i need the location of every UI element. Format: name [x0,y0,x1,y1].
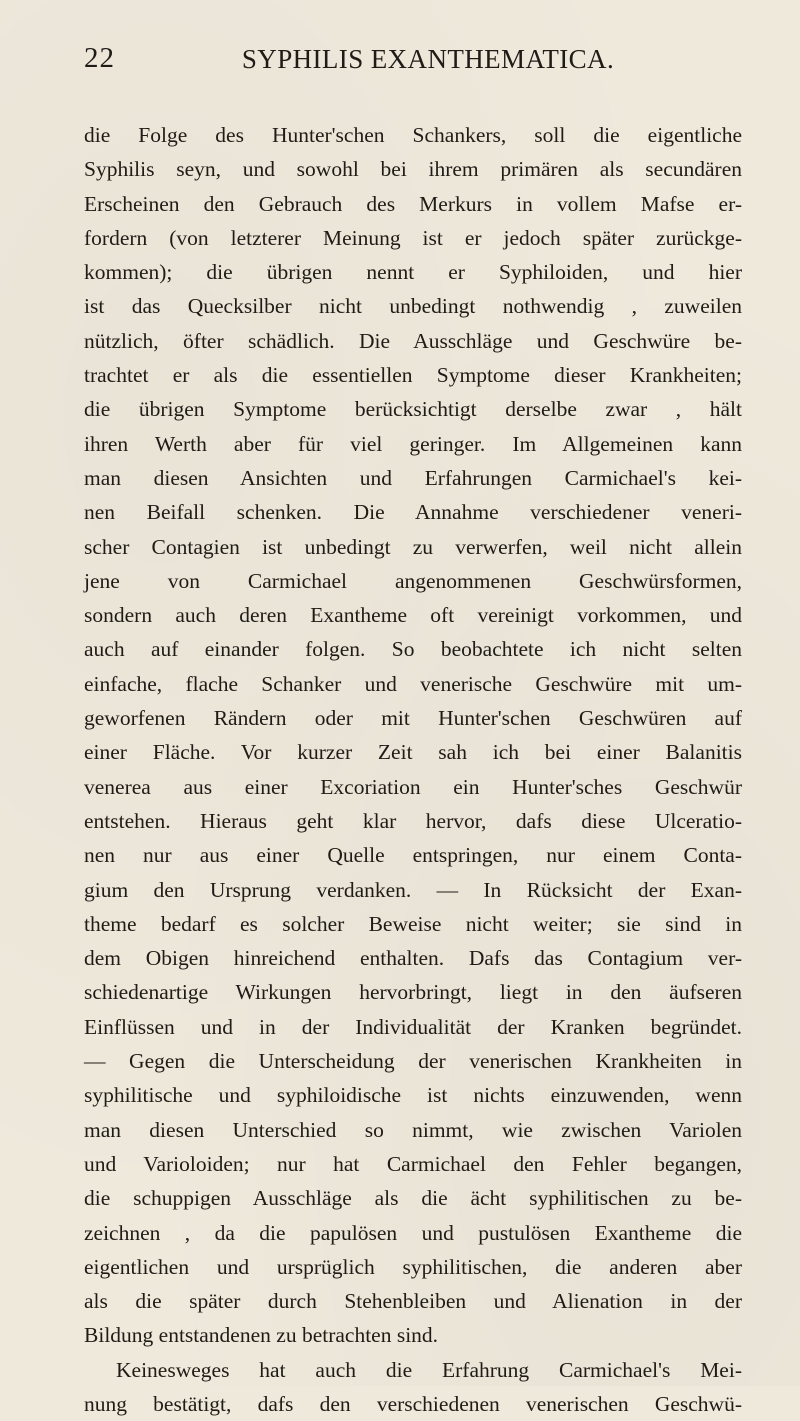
text-line: Keinesweges hat auch die Erfahrung Carmichael's Mei- [116,1357,742,1382]
text-line: sondern auch deren Exantheme oft vereinigt vorkommen, und [84,603,742,628]
text-line: trachtet er als die essentiellen Symptome dieser Krankheiten; [84,363,742,388]
text-line: kommen); die übrigen nennt er Syphiloiden, und hier [84,260,742,285]
text-line: schiedenartige Wirkungen hervorbringt, liegt in den äufseren [84,980,742,1005]
text-line: nen Beifall schenken. Die Annahme verschiedener veneri- [84,500,742,525]
text-line: nützlich, öfter schädlich. Die Ausschläge und Geschwüre be- [84,328,742,353]
text-line: jene von Carmichael angenommenen Geschwürsformen, [84,568,742,593]
text-line: nung bestätigt, dafs den verschiedenen venerischen Geschwü- [84,1391,742,1416]
text-line: ihren Werth aber für viel geringer. Im Allgemeinen kann [84,431,742,456]
text-line: Syphilis seyn, und sowohl bei ihrem primären als secundären [84,157,742,182]
text-line: die Folge des Hunter'schen Schankers, soll die eigentliche [84,123,742,147]
text-line: einer Fläche. Vor kurzer Zeit sah ich bei einer Balanitis [84,740,742,765]
text-line: venerea aus einer Excoriation ein Hunter'sches Geschwür [84,774,742,799]
text-line: als die später durch Stehenbleiben und Alienation in der [84,1289,742,1314]
text-line: und Varioloiden; nur hat Carmichael den Fehler begangen, [84,1151,742,1176]
text-line: die übrigen Symptome berücksichtigt derselbe zwar , hält [84,397,742,422]
text-line: — Gegen die Unterscheidung der venerischen Krankheiten in [84,1049,742,1074]
text-line: dem Obigen hinreichend enthalten. Dafs das Contagium ver- [84,946,742,971]
running-head: SYPHILIS EXANTHEMATICA. [241,44,615,74]
text-line: eigentlichen und ursprüglich syphilitischen, die anderen aber [84,1254,742,1279]
text-line: auch auf einander folgen. So beobachtete ich nicht selten [84,637,742,662]
text-line: Bildung entstandenen zu betrachten sind. [84,1323,439,1348]
text-line: geworfenen Rändern oder mit Hunter'schen Geschwüren auf [84,706,742,731]
text-line: syphilitische und syphiloidische ist nichts einzuwenden, wenn [84,1083,742,1108]
body-text [84,118,742,1421]
page-number: 22 [84,42,115,74]
text-line: ist das Quecksilber nicht unbedingt nothwendig , zuweilen [84,294,742,319]
text-line: scher Contagien ist unbedingt zu verwerfen, weil nicht allein [84,534,742,559]
text-line: entstehen. Hieraus geht klar hervor, dafs diese Ulceratio- [84,808,742,833]
text-line: die schuppigen Ausschläge als die ächt syphilitischen zu be- [84,1186,742,1211]
text-line: Einflüssen und in der Individualität der Kranken begründet. [84,1014,742,1039]
text-line: man diesen Ansichten und Erfahrungen Carmichael's kei- [84,465,742,490]
text-line: nen nur aus einer Quelle entspringen, nur einem Conta- [84,843,742,868]
text-line: fordern (von letzterer Meinung ist er jedoch später zurückge- [84,225,742,250]
text-line: einfache, flache Schanker und venerische Geschwüre mit um- [84,671,742,696]
page-header [84,44,742,88]
text-line: man diesen Unterschied so nimmt, wie zwischen Variolen [84,1117,742,1142]
text-line: zeichnen , da die papulösen und pustulösen Exantheme die [84,1220,742,1245]
text-line: Erscheinen den Gebrauch des Merkurs in vollem Mafse er- [84,191,742,216]
text-line: theme bedarf es solcher Beweise nicht weiter; sie sind in [84,911,742,936]
text-line: gium den Ursprung verdanken. — In Rücksicht der Exan- [84,877,742,902]
